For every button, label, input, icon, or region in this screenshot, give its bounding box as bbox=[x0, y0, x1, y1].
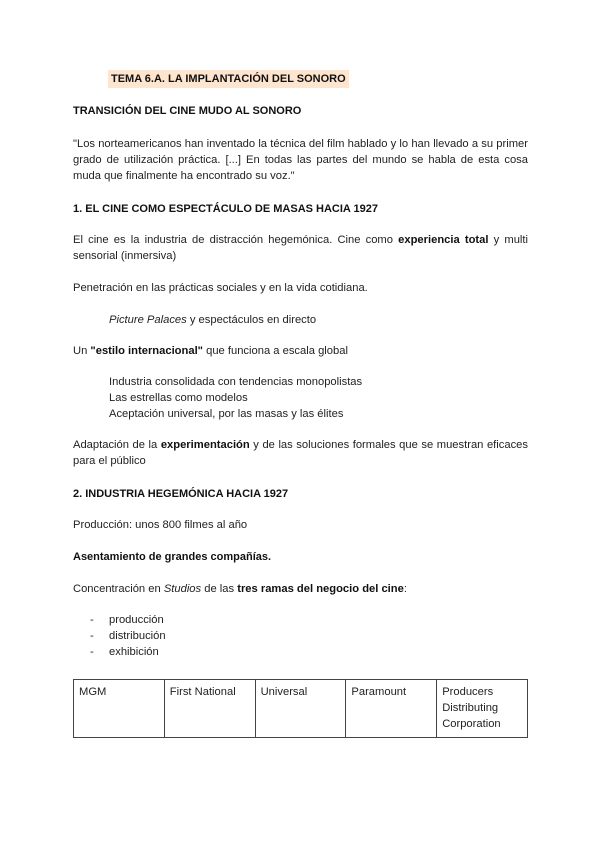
table-row bbox=[74, 680, 528, 738]
table-cell-mgm: MGM bbox=[74, 680, 165, 738]
list-item: Industria consolidada con tendencias monopolistas bbox=[109, 376, 363, 388]
dash-bullet: - bbox=[90, 614, 94, 626]
quote-paragraph: "Los norteamericanos han inventado la técnica del film hablado y lo han llevado a su primer grado de utilización práctica. [...] En todas las partes del mundo se habla de esta cosa muda que finalmente ha encontrado su voz." bbox=[73, 138, 528, 182]
section1-heading: 1. EL CINE COMO ESPECTÁCULO DE MASAS HACIA 1927 bbox=[73, 203, 378, 215]
list-item: - producción bbox=[90, 614, 164, 626]
list-item: - exhibición bbox=[90, 646, 159, 658]
section1-paragraph-4: Un "estilo internacional" que funciona a escala global bbox=[73, 345, 348, 357]
table-cell-pdc: Producers Distributing Corporation bbox=[437, 680, 528, 738]
list-item: Las estrellas como modelos bbox=[109, 392, 248, 404]
dash-bullet: - bbox=[90, 646, 94, 658]
section1-paragraph-3: Picture Palaces y espectáculos en directo bbox=[109, 314, 317, 326]
table-cell-first-national: First National bbox=[164, 680, 255, 738]
table-cell-universal: Universal bbox=[255, 680, 346, 738]
studios-table bbox=[73, 679, 528, 738]
business-branches-list bbox=[90, 612, 166, 660]
document-title: TEMA 6.A. LA IMPLANTACIÓN DEL SONORO bbox=[108, 70, 349, 88]
section2-paragraph-2: Asentamiento de grandes compañías. bbox=[73, 551, 272, 563]
list-item: Aceptación universal, por las masas y las élites bbox=[109, 408, 344, 420]
list-item: - distribución bbox=[90, 630, 166, 642]
section1-paragraph-1: El cine es la industria de distracción hegemónica. Cine como experiencia total y multi sensorial (inmersiva) bbox=[73, 234, 528, 262]
transition-heading: TRANSICIÓN DEL CINE MUDO AL SONORO bbox=[73, 105, 302, 117]
section1-paragraph-2: Penetración en las prácticas sociales y en la vida cotidiana. bbox=[73, 282, 368, 294]
dash-bullet: - bbox=[90, 630, 94, 642]
section2-paragraph-1: Producción: unos 800 filmes al año bbox=[73, 519, 248, 531]
section1-paragraph-5: Adaptación de la experimentación y de las soluciones formales que se muestran eficaces para el público bbox=[73, 439, 528, 467]
section2-paragraph-3: Concentración en Studios de las tres ramas del negocio del cine: bbox=[73, 583, 407, 595]
table-cell-paramount: Paramount bbox=[346, 680, 437, 738]
section2-heading: 2. INDUSTRIA HEGEMÓNICA HACIA 1927 bbox=[73, 488, 289, 500]
section1-indented-list bbox=[109, 374, 529, 422]
